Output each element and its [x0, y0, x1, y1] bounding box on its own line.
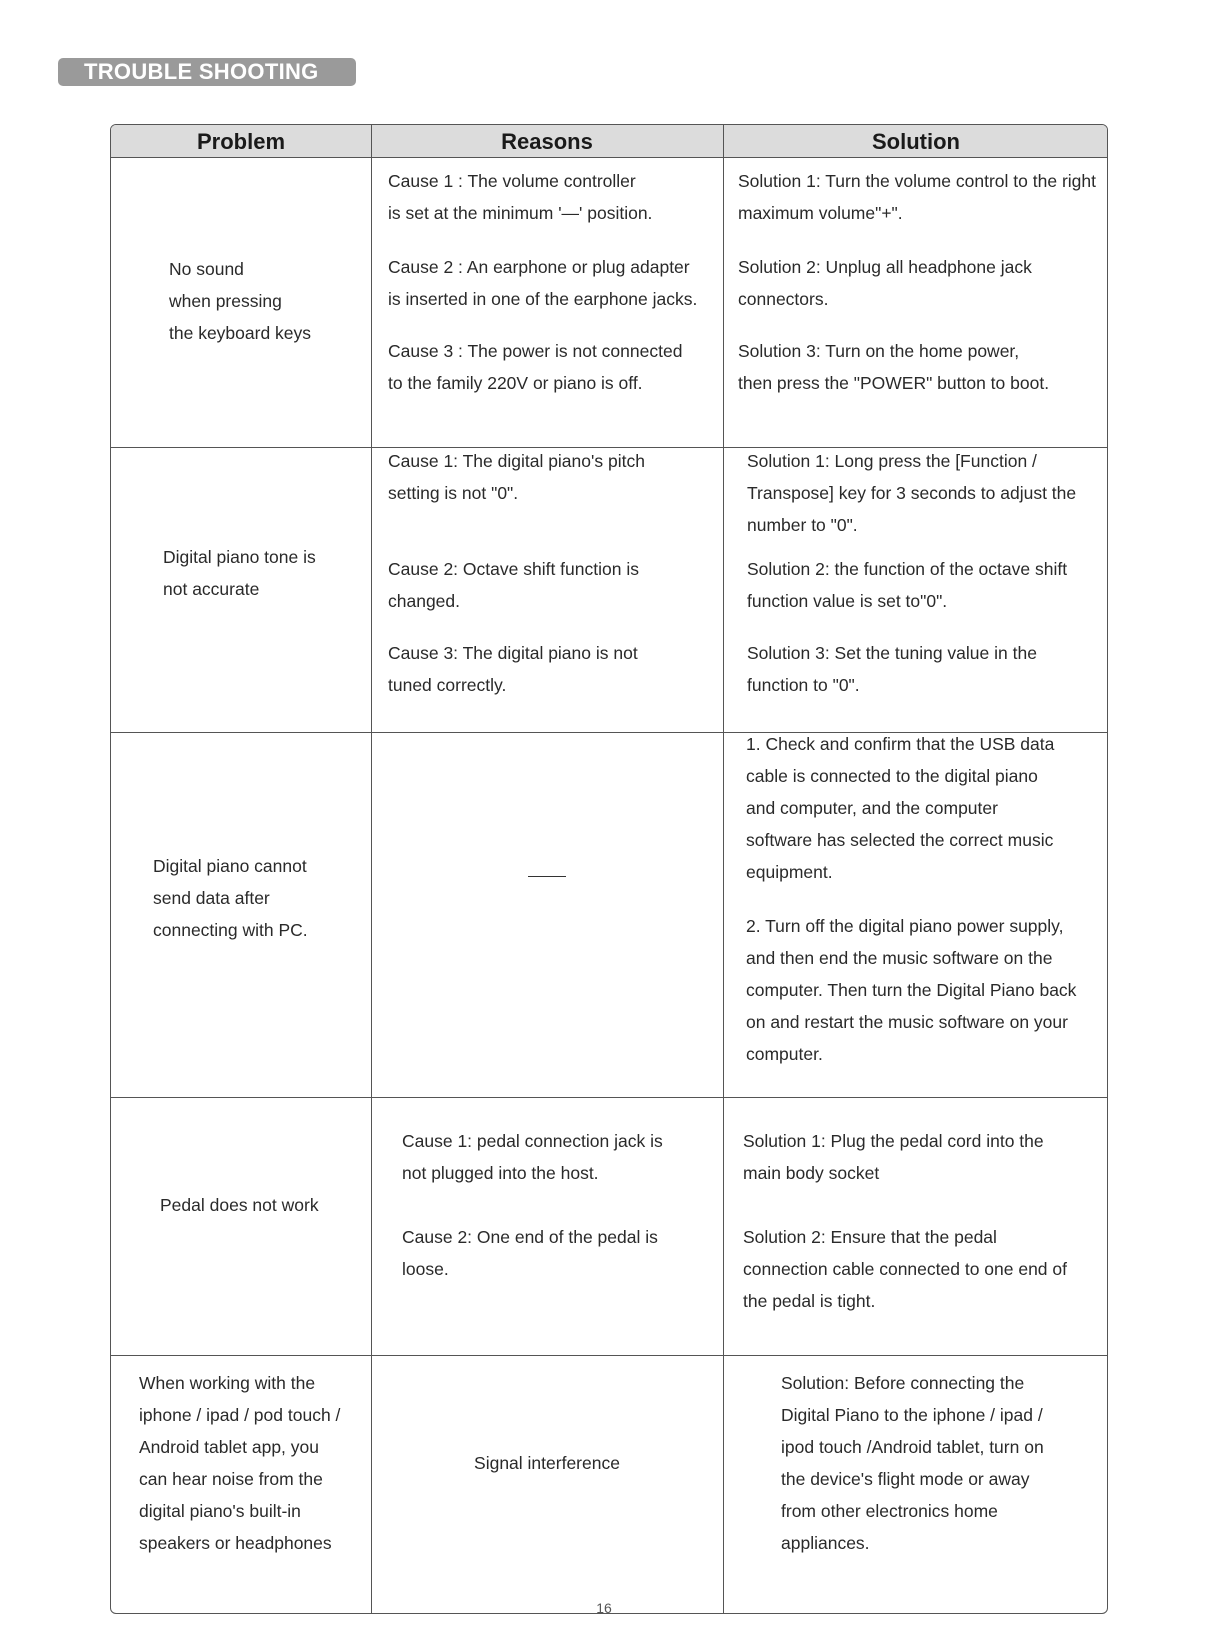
text-line: Solution 2: Ensure that the pedal: [743, 1227, 997, 1247]
no-reason-dash: [528, 876, 566, 877]
cause-2: [388, 553, 718, 617]
row4-solutions: [743, 1125, 1105, 1317]
solution-2: [743, 1221, 1105, 1317]
row1-problem: [169, 253, 311, 349]
cause-1: [388, 165, 718, 229]
row1-reasons: [388, 165, 718, 399]
text-line: and computer, and the computer: [746, 798, 998, 818]
problem-line: can hear noise from the: [139, 1469, 323, 1489]
text-line: computer. Then turn the Digital Piano back: [746, 980, 1077, 1000]
problem-line: iphone / ipad / pod touch /: [139, 1405, 341, 1425]
text-line: ipod touch /Android tablet, turn on: [781, 1437, 1044, 1457]
problem-line: speakers or headphones: [139, 1533, 332, 1553]
text-line: computer.: [746, 1044, 823, 1064]
text-line: Solution 1: Long press the [Function /: [747, 451, 1037, 471]
text-line: Cause 2: Octave shift function is: [388, 559, 639, 579]
cause-3: [388, 335, 718, 399]
text-line: Solution 1: Plug the pedal cord into the: [743, 1131, 1044, 1151]
troubleshooting-table: [110, 124, 1108, 1614]
problem-line: Digital piano cannot: [153, 856, 307, 876]
cause-2: [402, 1221, 718, 1285]
row5-reasons: [371, 1447, 723, 1479]
row5-problem: [139, 1367, 340, 1559]
cause-3: [388, 637, 718, 701]
text-line: Cause 2: One end of the pedal is: [402, 1227, 658, 1247]
text-line: main body socket: [743, 1163, 880, 1183]
problem-line: No sound: [169, 259, 244, 279]
solution-1: [743, 1125, 1105, 1189]
row2-solutions: [747, 445, 1105, 701]
text-line: cable is connected to the digital piano: [746, 766, 1038, 786]
problem-line: When working with the: [139, 1373, 316, 1393]
text-line: changed.: [388, 591, 461, 611]
text-line: on and restart the music software on your: [746, 1012, 1068, 1032]
text-line: Solution 3: Set the tuning value in the: [747, 643, 1037, 663]
text-line: Cause 1: The digital piano's pitch: [388, 451, 645, 471]
problem-line: when pressing: [169, 291, 282, 311]
text-line: Digital Piano to the iphone / ipad /: [781, 1405, 1043, 1425]
problem-line: the keyboard keys: [169, 323, 312, 343]
text-line: Solution: Before connecting the: [781, 1373, 1025, 1393]
solution-1: [746, 728, 1106, 888]
row5-solutions: [781, 1367, 1105, 1559]
row-divider: [111, 1355, 1107, 1356]
row-divider: [111, 1097, 1107, 1098]
row3-problem: [153, 850, 308, 946]
text-line: Cause 3 : The power is not connected: [388, 341, 683, 361]
text-line: Cause 1 : The volume controller: [388, 171, 636, 191]
text-line: Signal interference: [474, 1453, 620, 1473]
row3-solutions: [746, 728, 1106, 1070]
column-divider: [371, 125, 372, 1613]
column-divider: [723, 125, 724, 1613]
text-line: Solution 1: Turn the volume control to the right: [738, 171, 1096, 191]
row4-reasons: [402, 1125, 718, 1285]
problem-line: digital piano's built-in: [139, 1501, 301, 1521]
cause-1: [402, 1125, 718, 1189]
text-line: Solution 3: Turn on the home power,: [738, 341, 1020, 361]
text-line: maximum volume"+".: [738, 203, 903, 223]
cause-1: [388, 445, 718, 509]
text-line: function value is set to"0".: [747, 591, 948, 611]
problem-line: Android tablet app, you: [139, 1437, 319, 1457]
text-line: Cause 2 : An earphone or plug adapter: [388, 257, 690, 277]
text-line: the pedal is tight.: [743, 1291, 876, 1311]
text-line: loose.: [402, 1259, 449, 1279]
text-line: the device's flight mode or away: [781, 1469, 1030, 1489]
solution-1: [738, 165, 1106, 229]
page-number: 16: [596, 1600, 612, 1616]
header-reasons: Reasons: [501, 129, 593, 154]
text-line: is inserted in one of the earphone jacks.: [388, 289, 698, 309]
text-line: 2. Turn off the digital piano power supply,: [746, 916, 1064, 936]
text-line: connection cable connected to one end of: [743, 1259, 1067, 1279]
solution-3: [747, 637, 1105, 701]
text-line: tuned correctly.: [388, 675, 507, 695]
row2-problem: [163, 541, 316, 605]
text-line: then press the "POWER" button to boot.: [738, 373, 1050, 393]
solution-1: [747, 445, 1105, 541]
header-solution: Solution: [872, 129, 960, 154]
cause-2: [388, 251, 718, 315]
problem-line: send data after: [153, 888, 270, 908]
text-line: 1. Check and confirm that the USB data: [746, 734, 1055, 754]
row1-solutions: [738, 165, 1106, 399]
text-line: from other electronics home: [781, 1501, 998, 1521]
solution-3: [738, 335, 1106, 399]
row2-reasons: [388, 445, 718, 701]
solution-2: [747, 553, 1105, 617]
text-line: not plugged into the host.: [402, 1163, 599, 1183]
text-line: to the family 220V or piano is off.: [388, 373, 643, 393]
problem-line: not accurate: [163, 579, 260, 599]
text-line: equipment.: [746, 862, 833, 882]
text-line: connectors.: [738, 289, 829, 309]
header-problem: Problem: [196, 129, 286, 154]
text-line: is set at the minimum '—' position.: [388, 203, 653, 223]
table-header: [111, 125, 1107, 158]
text-line: Solution 2: Unplug all headphone jack: [738, 257, 1032, 277]
text-line: number to "0".: [747, 515, 858, 535]
text-line: function to "0".: [747, 675, 860, 695]
text-line: appliances.: [781, 1533, 870, 1553]
text-line: Cause 3: The digital piano is not: [388, 643, 638, 663]
text-line: Cause 1: pedal connection jack is: [402, 1131, 663, 1151]
problem-line: Digital piano tone is: [163, 547, 316, 567]
text-line: Solution 2: the function of the octave shift: [747, 559, 1068, 579]
section-title: TROUBLE SHOOTING: [58, 58, 356, 86]
solution-2: [746, 910, 1106, 1070]
text-line: Transpose] key for 3 seconds to adjust the: [747, 483, 1077, 503]
text-line: setting is not "0".: [388, 483, 519, 503]
text-line: software has selected the correct music: [746, 830, 1054, 850]
text-line: and then end the music software on the: [746, 948, 1053, 968]
problem-line: connecting with PC.: [153, 920, 308, 940]
solution-2: [738, 251, 1106, 315]
problem-line: Pedal does not work: [160, 1195, 319, 1215]
row4-problem: [160, 1189, 319, 1221]
